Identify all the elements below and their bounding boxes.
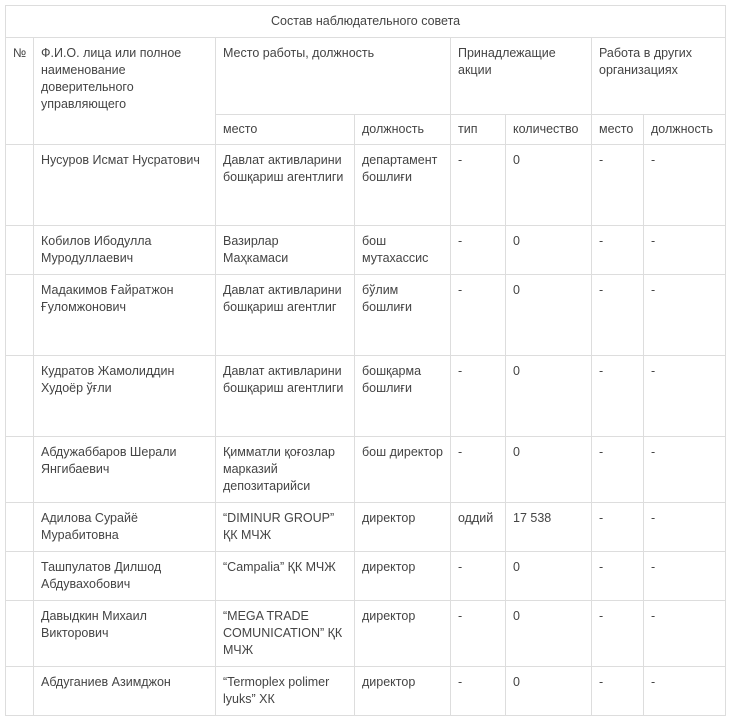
table-row <box>6 226 726 275</box>
cell-other-place: - <box>592 275 644 356</box>
cell-shares-type: оддий <box>451 503 506 552</box>
cell-name: Ташпулатов Дилшод Абдувахобович <box>34 552 216 601</box>
header-other-position: должность <box>644 115 726 145</box>
cell-number <box>6 356 34 437</box>
cell-work-position: бош директор <box>355 437 451 503</box>
cell-other-place: - <box>592 356 644 437</box>
header-name: Ф.И.О. лица или полное наименование доверительного управляющего <box>34 38 216 145</box>
cell-name: Мадакимов Ғайратжон Ғуломжонович <box>34 275 216 356</box>
cell-shares-type: - <box>451 275 506 356</box>
cell-name: Абдуганиев Азимджон <box>34 667 216 716</box>
cell-other-place: - <box>592 226 644 275</box>
table-row <box>6 437 726 503</box>
cell-shares-type: - <box>451 437 506 503</box>
table-row <box>6 275 726 356</box>
cell-other-position: - <box>644 667 726 716</box>
cell-number <box>6 275 34 356</box>
cell-work-place: Вазирлар Маҳкамаси <box>216 226 355 275</box>
cell-work-place: Давлат активларини бошқариш агентлиг <box>216 275 355 356</box>
cell-shares-quantity: 0 <box>506 437 592 503</box>
cell-work-place: Давлат активларини бошқариш агентлиги <box>216 145 355 226</box>
cell-work-position: директор <box>355 601 451 667</box>
cell-work-place: Қимматли қоғозлар марказий депозитарийси <box>216 437 355 503</box>
cell-shares-quantity: 0 <box>506 552 592 601</box>
cell-work-position: директор <box>355 667 451 716</box>
cell-shares-quantity: 0 <box>506 145 592 226</box>
cell-other-place: - <box>592 145 644 226</box>
table-row <box>6 667 726 716</box>
cell-shares-type: - <box>451 145 506 226</box>
supervisory-board-table <box>5 5 726 716</box>
cell-other-place: - <box>592 667 644 716</box>
cell-other-position: - <box>644 356 726 437</box>
header-number: № <box>6 38 34 145</box>
cell-number <box>6 552 34 601</box>
cell-number <box>6 145 34 226</box>
header-other-work: Работа в других организациях <box>592 38 726 115</box>
table-row <box>6 601 726 667</box>
cell-number <box>6 503 34 552</box>
header-other-place: место <box>592 115 644 145</box>
table-row <box>6 552 726 601</box>
cell-name: Нусуров Исмат Нусратович <box>34 145 216 226</box>
table-row <box>6 145 726 226</box>
cell-other-place: - <box>592 437 644 503</box>
header-work-place: место <box>216 115 355 145</box>
cell-number <box>6 437 34 503</box>
cell-shares-type: - <box>451 552 506 601</box>
cell-shares-quantity: 0 <box>506 226 592 275</box>
cell-shares-type: - <box>451 601 506 667</box>
cell-work-position: департамент бошлиғи <box>355 145 451 226</box>
cell-work-place: “Campalia” ҚК МЧЖ <box>216 552 355 601</box>
cell-work-position: директор <box>355 552 451 601</box>
cell-other-position: - <box>644 437 726 503</box>
cell-shares-quantity: 17 538 <box>506 503 592 552</box>
cell-shares-type: - <box>451 667 506 716</box>
cell-work-position: бош мутахассис <box>355 226 451 275</box>
cell-work-position: директор <box>355 503 451 552</box>
table-title: Состав наблюдательного совета <box>6 6 726 38</box>
cell-name: Кудратов Жамолиддин Худоёр ўғли <box>34 356 216 437</box>
cell-work-place: “Termoplex polimer lyuks” ХК <box>216 667 355 716</box>
cell-shares-quantity: 0 <box>506 356 592 437</box>
header-shares-quantity: количество <box>506 115 592 145</box>
cell-name: Адилова Сурайё Мурабитовна <box>34 503 216 552</box>
cell-work-place: “DIMINUR GROUP” ҚК МЧЖ <box>216 503 355 552</box>
header-work: Место работы, должность <box>216 38 451 115</box>
cell-other-position: - <box>644 275 726 356</box>
cell-other-position: - <box>644 226 726 275</box>
cell-shares-quantity: 0 <box>506 275 592 356</box>
cell-number <box>6 601 34 667</box>
cell-shares-quantity: 0 <box>506 667 592 716</box>
cell-name: Давыдкин Михаил Викторович <box>34 601 216 667</box>
header-work-position: должность <box>355 115 451 145</box>
cell-other-place: - <box>592 601 644 667</box>
cell-other-position: - <box>644 552 726 601</box>
cell-other-position: - <box>644 601 726 667</box>
cell-number <box>6 667 34 716</box>
cell-shares-type: - <box>451 226 506 275</box>
table-row <box>6 356 726 437</box>
cell-name: Абдужаббаров Шерали Янгибаевич <box>34 437 216 503</box>
cell-work-place: “MEGA TRADE COMUNICATION” ҚК МЧЖ <box>216 601 355 667</box>
cell-other-place: - <box>592 503 644 552</box>
cell-shares-quantity: 0 <box>506 601 592 667</box>
cell-shares-type: - <box>451 356 506 437</box>
cell-other-position: - <box>644 503 726 552</box>
cell-other-position: - <box>644 145 726 226</box>
cell-other-place: - <box>592 552 644 601</box>
cell-name: Кобилов Ибодулла Муродуллаевич <box>34 226 216 275</box>
cell-work-position: бошқарма бошлиғи <box>355 356 451 437</box>
cell-work-position: бўлим бошлиғи <box>355 275 451 356</box>
header-shares: Принадлежащие акции <box>451 38 592 115</box>
header-shares-type: тип <box>451 115 506 145</box>
cell-work-place: Давлат активларини бошқариш агентлиги <box>216 356 355 437</box>
cell-number <box>6 226 34 275</box>
table-row <box>6 503 726 552</box>
